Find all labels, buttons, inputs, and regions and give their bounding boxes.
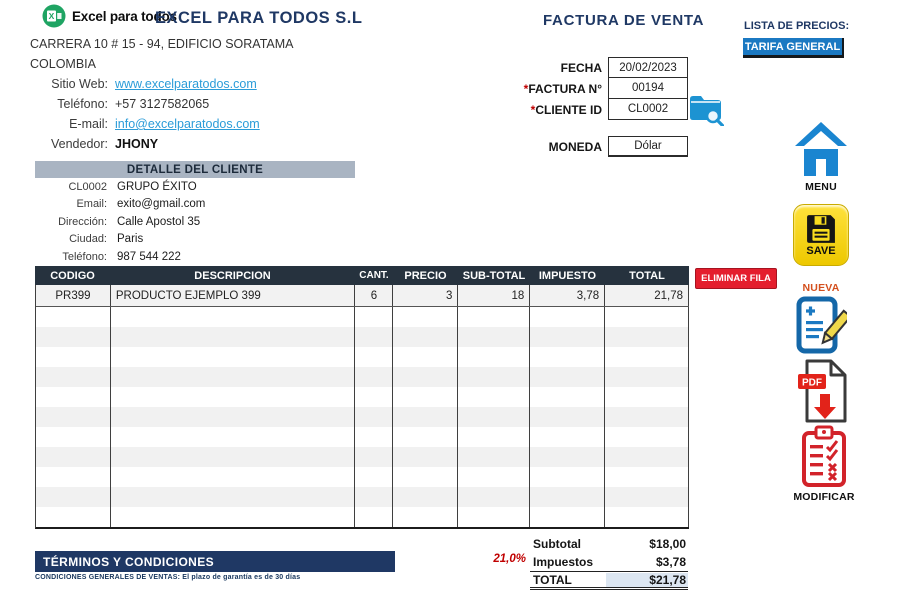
svg-text:X: X xyxy=(48,11,55,21)
pdf-badge-label: PDF xyxy=(802,377,822,389)
client-row xyxy=(35,178,355,196)
table-empty-row[interactable] xyxy=(36,327,689,347)
table-cell[interactable] xyxy=(111,487,356,507)
invoice-title: FACTURA DE VENTA xyxy=(543,12,705,29)
table-cell[interactable] xyxy=(458,467,530,487)
currency-field[interactable]: Dólar xyxy=(608,136,688,157)
table-cell[interactable] xyxy=(393,407,458,427)
table-cell[interactable] xyxy=(111,407,356,427)
table-cell[interactable] xyxy=(530,507,605,527)
items-table xyxy=(35,266,689,529)
table-cell[interactable] xyxy=(36,427,111,447)
table-cell[interactable] xyxy=(605,447,689,467)
currency-row xyxy=(518,136,688,157)
invoice-number-field[interactable]: 00194 xyxy=(608,78,688,99)
table-cell[interactable] xyxy=(36,487,111,507)
table-cell[interactable] xyxy=(111,467,356,487)
client-row xyxy=(35,213,355,231)
currency-label: MONEDA xyxy=(548,139,602,154)
table-cell[interactable] xyxy=(458,427,530,447)
client-email-value: exito@gmail.com xyxy=(117,198,206,211)
table-empty-row[interactable] xyxy=(36,387,689,407)
header-descripcion: DESCRIPCION xyxy=(194,269,271,282)
table-cell[interactable] xyxy=(355,467,393,487)
total-label: TOTAL xyxy=(533,572,572,587)
modify-button[interactable] xyxy=(794,424,854,503)
table-cell[interactable] xyxy=(393,507,458,527)
table-cell[interactable] xyxy=(393,327,458,347)
table-cell[interactable] xyxy=(36,467,111,487)
price-list-label: LISTA DE PRECIOS: xyxy=(744,20,850,32)
subtotal-value: $18,00 xyxy=(649,537,686,551)
table-cell[interactable] xyxy=(458,347,530,367)
logo-wordmark: Excel para todos xyxy=(72,8,177,24)
tax-label: Impuestos xyxy=(533,555,594,569)
client-detail-header: DETALLE DEL CLIENTE xyxy=(35,161,355,178)
table-cell[interactable] xyxy=(530,447,605,467)
table-cell[interactable] xyxy=(36,307,111,327)
table-cell[interactable] xyxy=(605,387,689,407)
table-cell[interactable] xyxy=(355,387,393,407)
new-document-pencil-icon xyxy=(795,296,847,354)
table-cell[interactable] xyxy=(458,487,530,507)
modificar-label: MODIFICAR xyxy=(793,491,855,503)
menu-label: MENU xyxy=(805,181,837,193)
client-id-label: *CLIENTE ID xyxy=(530,102,602,117)
table-cell[interactable] xyxy=(458,447,530,467)
table-row[interactable] xyxy=(36,285,689,307)
totals-block xyxy=(530,535,688,590)
client-row xyxy=(35,231,355,249)
tax-row xyxy=(530,553,688,571)
table-cell[interactable] xyxy=(36,347,111,367)
table-cell[interactable] xyxy=(530,367,605,387)
client-phone-label: Teléfono: xyxy=(62,250,107,263)
table-cell[interactable] xyxy=(393,307,458,327)
table-cell[interactable] xyxy=(393,427,458,447)
header-cant: CANT. xyxy=(359,270,389,281)
terms-body: CONDICIONES GENERALES DE VENTAS: El plazo de garantía es de 30 días xyxy=(35,574,301,581)
table-cell[interactable] xyxy=(393,387,458,407)
client-email-label: Email: xyxy=(76,198,107,211)
table-cell[interactable] xyxy=(530,427,605,447)
phone-value: +57 3127582065 xyxy=(115,97,210,111)
table-cell[interactable] xyxy=(605,487,689,507)
tax-rate: 21,0% xyxy=(493,553,526,565)
table-cell[interactable]: PR399 xyxy=(36,285,111,306)
table-cell[interactable] xyxy=(393,367,458,387)
header-total: TOTAL xyxy=(629,269,665,282)
delete-row-button[interactable]: ELIMINAR FILA xyxy=(695,268,777,289)
table-cell[interactable] xyxy=(111,387,356,407)
client-city-value: Paris xyxy=(117,233,144,246)
table-cell[interactable] xyxy=(355,367,393,387)
table-cell[interactable] xyxy=(355,507,393,527)
header-subtotal: SUB-TOTAL xyxy=(462,269,526,282)
client-phone-value: 987 544 222 xyxy=(117,250,181,263)
table-cell[interactable] xyxy=(36,387,111,407)
table-cell[interactable]: 18 xyxy=(458,285,530,306)
table-cell[interactable] xyxy=(530,347,605,367)
phone-label: Teléfono: xyxy=(57,97,108,111)
subtotal-row xyxy=(530,535,688,553)
header-impuesto: IMPUESTO xyxy=(538,269,597,282)
table-cell[interactable] xyxy=(530,387,605,407)
table-cell[interactable] xyxy=(458,387,530,407)
seller-label: Vendedor: xyxy=(51,137,108,151)
table-cell[interactable] xyxy=(355,327,393,347)
email-link[interactable]: info@excelparatodos.com xyxy=(115,117,260,131)
client-address-label: Dirección: xyxy=(58,215,107,228)
table-cell[interactable]: 6 xyxy=(355,285,393,306)
excel-logo-icon xyxy=(42,4,66,28)
table-empty-row[interactable] xyxy=(36,467,689,487)
table-cell[interactable]: PRODUCTO EJEMPLO 399 xyxy=(111,285,356,306)
table-cell[interactable] xyxy=(111,507,356,527)
table-cell[interactable] xyxy=(530,307,605,327)
table-cell[interactable] xyxy=(530,327,605,347)
table-cell[interactable] xyxy=(111,447,356,467)
table-cell[interactable] xyxy=(355,307,393,327)
terms-header: TÉRMINOS Y CONDICIONES xyxy=(35,551,395,572)
client-search-button[interactable] xyxy=(688,90,724,131)
price-list-button[interactable]: TARIFA GENERAL xyxy=(743,38,844,58)
table-cell[interactable] xyxy=(458,367,530,387)
required-mark: * xyxy=(523,81,529,96)
invoice-number-label: *FACTURA N° xyxy=(523,81,602,96)
website-label: Sitio Web: xyxy=(51,77,108,91)
table-cell[interactable] xyxy=(458,307,530,327)
table-cell[interactable] xyxy=(605,427,689,447)
table-empty-row[interactable] xyxy=(36,427,689,447)
pdf-export-button[interactable] xyxy=(793,358,853,424)
table-empty-row[interactable] xyxy=(36,367,689,387)
table-cell[interactable] xyxy=(458,507,530,527)
table-empty-row[interactable] xyxy=(36,487,689,507)
items-table-header xyxy=(35,266,689,285)
required-mark: * xyxy=(530,102,536,117)
table-cell[interactable] xyxy=(605,507,689,527)
folder-search-icon xyxy=(688,90,724,126)
date-field[interactable]: 20/02/2023 xyxy=(608,57,688,78)
client-city-label: Ciudad: xyxy=(69,233,107,246)
table-cell[interactable] xyxy=(605,347,689,367)
table-cell[interactable] xyxy=(355,347,393,367)
table-empty-row[interactable] xyxy=(36,407,689,427)
total-row xyxy=(530,571,688,590)
client-id-field[interactable]: CL0002 xyxy=(608,99,688,120)
company-name: EXCEL PARA TODOS S.L xyxy=(155,9,363,27)
table-empty-row[interactable] xyxy=(36,307,689,327)
table-cell[interactable] xyxy=(111,367,356,387)
table-cell[interactable] xyxy=(605,327,689,347)
clipboard-checklist-icon xyxy=(799,424,849,488)
nueva-label: NUEVA xyxy=(802,282,840,294)
client-row xyxy=(35,196,355,214)
table-cell[interactable] xyxy=(111,327,356,347)
country-line: COLOMBIA xyxy=(30,57,96,71)
seller-value: JHONY xyxy=(115,137,159,151)
save-label: SAVE xyxy=(806,244,836,257)
table-cell[interactable]: 3 xyxy=(393,285,458,306)
table-cell[interactable] xyxy=(355,487,393,507)
table-cell[interactable] xyxy=(393,487,458,507)
table-cell[interactable] xyxy=(530,467,605,487)
table-cell[interactable] xyxy=(36,447,111,467)
table-cell[interactable] xyxy=(111,347,356,367)
table-cell[interactable]: 21,78 xyxy=(605,285,689,306)
table-cell[interactable] xyxy=(530,407,605,427)
client-code-label: CL0002 xyxy=(68,180,107,193)
address-line: CARRERA 10 # 15 - 94, EDIFICIO SORATAMA xyxy=(30,37,294,51)
save-button[interactable] xyxy=(791,204,851,266)
table-cell[interactable] xyxy=(355,447,393,467)
table-cell[interactable] xyxy=(393,467,458,487)
table-cell[interactable] xyxy=(36,407,111,427)
table-cell[interactable] xyxy=(111,427,356,447)
table-cell[interactable] xyxy=(605,467,689,487)
client-detail-panel xyxy=(35,161,355,266)
table-cell[interactable] xyxy=(111,307,356,327)
total-value: $21,78 xyxy=(606,573,688,587)
table-cell[interactable] xyxy=(605,307,689,327)
date-label: FECHA xyxy=(560,60,602,75)
table-cell[interactable] xyxy=(458,327,530,347)
company-address-block xyxy=(30,34,294,154)
client-name-value: GRUPO ÉXITO xyxy=(117,180,197,193)
invoice-fields xyxy=(518,57,688,120)
header-codigo: CODIGO xyxy=(50,269,95,282)
table-empty-row[interactable] xyxy=(36,347,689,367)
header-precio: PRECIO xyxy=(404,269,447,282)
table-cell[interactable] xyxy=(605,407,689,427)
table-cell[interactable] xyxy=(355,407,393,427)
table-cell[interactable] xyxy=(393,447,458,467)
items-table-body xyxy=(35,285,689,529)
client-address-value: Calle Apostol 35 xyxy=(117,215,201,228)
table-cell[interactable] xyxy=(530,487,605,507)
table-cell[interactable] xyxy=(458,407,530,427)
table-cell[interactable] xyxy=(36,367,111,387)
table-empty-row[interactable] xyxy=(36,447,689,467)
tax-value: $3,78 xyxy=(655,555,686,569)
table-cell[interactable] xyxy=(36,327,111,347)
floppy-disk-icon xyxy=(806,214,836,244)
table-cell[interactable]: 3,78 xyxy=(530,285,605,306)
table-cell[interactable] xyxy=(355,427,393,447)
email-label: E-mail: xyxy=(69,117,108,131)
new-invoice-button[interactable] xyxy=(791,282,851,354)
home-icon xyxy=(794,120,848,178)
client-row xyxy=(35,248,355,266)
website-link[interactable]: www.excelparatodos.com xyxy=(115,77,257,91)
table-cell[interactable] xyxy=(605,367,689,387)
subtotal-label: Subtotal xyxy=(533,537,581,551)
pdf-download-icon xyxy=(797,358,849,424)
menu-button[interactable] xyxy=(791,120,851,193)
table-empty-row[interactable] xyxy=(36,507,689,527)
table-cell[interactable] xyxy=(393,347,458,367)
table-cell[interactable] xyxy=(36,507,111,527)
